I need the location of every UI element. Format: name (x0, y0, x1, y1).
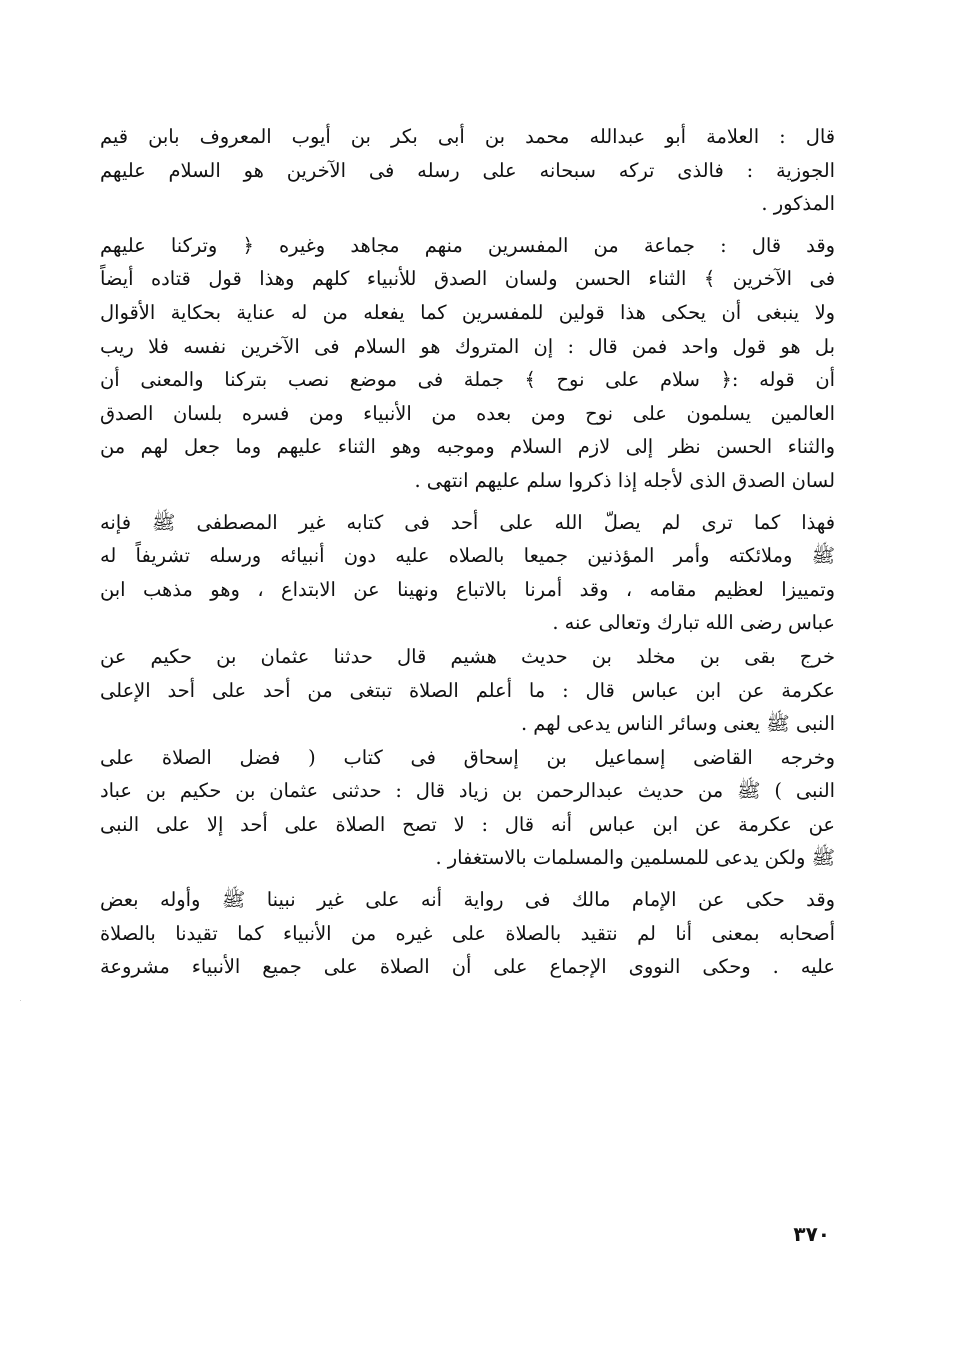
paragraph (100, 741, 835, 875)
text-line: خرج بقى بن مخلد بن حديث هشيم قال حدثنا عثمان بن حكيم عن (100, 644, 835, 668)
scan-speck (20, 1000, 21, 1001)
page-number: ٣٧٠ (793, 1222, 830, 1246)
paragraph (100, 229, 835, 498)
text-line: أن قوله :﴿ سلام على نوح ﴾ جملة فى موضع نصب بتركنا والمعنى أن (100, 368, 835, 392)
paragraph (100, 640, 835, 741)
text-line: وتمييزا لعظيم مقامه ، وقد أمرنا بالاتباع ونهينا عن الابتداع ، وهو مذهب ابن (100, 577, 835, 601)
text-line: عليه . وحكى النووى الإجماع على أن الصلاة على جميع الأنبياء مشروعة (100, 955, 835, 979)
text-line: وخرجه القاضى إسماعيل بن إسحاق فى كتاب ( فضل الصلاة على (100, 745, 835, 769)
text-line: العالمين يسلمون على نوح ومن بعده من الأنبياء ومن فسره بلسان الصدق (100, 401, 835, 425)
text-line: فهذا كما ترى لم يصلّ الله على أحد فى كتابه غير المصطفى ﷺ فإنه (100, 510, 835, 534)
body-text (100, 120, 835, 984)
text-line: المذكور . (761, 192, 835, 216)
text-line: الجوزية : فالذى تركه سبحانه على رسله فى الآخرين هو السلام عليهم (100, 158, 835, 182)
text-line: قال : العلامة أبو عبدالله محمد بن أبى بكر بن أيوب المعروف بابن قيم (100, 125, 835, 148)
text-line: وقد حكى عن الإمام مالك فى رواية أنه على غير نبينا ﷺ وأوله بعض (100, 888, 835, 912)
text-line: ﷺ ولكن يدعى للمسلمين والمسلمات بالاستغفار . (435, 846, 835, 870)
text-line: والثناء الحسن نظر إلى لازم السلام وموجبه وهو الثناء عليهم وما جعل لهم من (100, 435, 835, 459)
text-line: أصحابه بمعنى أنا لم نتقيد بالصلاة على غيره من الأنبياء كما تقيدنا بالصلاة (100, 921, 835, 945)
text-line: وقد قال : جماعة من المفسرين منهم مجاهد وغيره ﴿ وتركنا عليهم (100, 233, 835, 257)
paragraph (100, 120, 835, 221)
text-line: عباس رضى الله تبارك وتعالى عنه . (552, 611, 835, 635)
text-line: بل هو قول واحد فمن قال : إن المتروك هو السلام فى الآخرين نفسه فلا ريب (100, 334, 835, 358)
paragraph (100, 506, 835, 640)
text-line: ولا ينبغى أن يحكى هذا قولين للمفسرين كما يفعله من له عناية بحكاية الأقوال (100, 300, 835, 324)
paragraph (100, 883, 835, 984)
text-line: فى الآخرين ﴾ الثناء الحسن ولسان الصدق للأنبياء كلهم وهذا قول قتاده أيضاً (100, 267, 835, 291)
text-line: عكرمة عن ابن عباس قال : ما أعلم الصلاة تبتغى من أحد على أحد الإعلى (100, 678, 835, 702)
text-line: النبى ) ﷺ من حديث عبدالرحمن بن زياد قال : حدثنى عثمان بن حكيم بن عباد (100, 779, 835, 803)
text-line: النبى ﷺ يعنى وسائر الناس يدعى لهم . (520, 712, 835, 736)
text-line: لسان الصدق الذى لأجله إذا ذكروا سلم عليهم انتهى . (414, 468, 835, 492)
text-line: عن عكرمة عن ابن عباس أنه قال : لا تصح الصلاة على أحد إلا على النبى (100, 812, 835, 836)
text-line: ﷺ وملائكته وأمر المؤذنين جميعا بالصلاه عليه دون أنبيائه ورسله تشريفاً له (100, 544, 835, 568)
